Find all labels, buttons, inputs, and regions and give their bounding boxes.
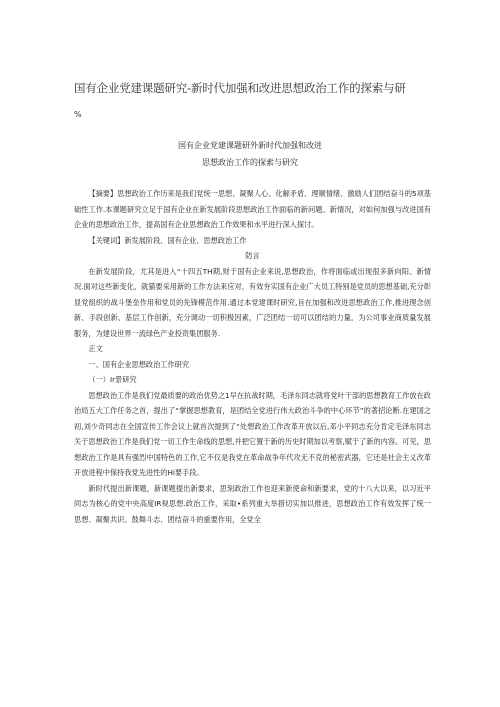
subtitle-line-1: 国有企业党建课题研外新时代加强和改进 <box>178 141 322 150</box>
preface-paragraph: 在新发展阶段，尤其是进入“十四五TH期,财于国有企业来说,思想政治，作将面临或出现很多新向阳、新情况.面对这些新变化，就猫要采用新的工作方法来应对，有效夯实国有企业广大员工特别是党员的思想基础,充分彰显党组织的战斗堡垒作用和党员的先锋模范作用.通过本党建课时研究,旨在加强和改进思想政治工作,推进理念创新、手段创新、基层工作创新，充分调动一切积极因素，广泛团结一切可以团结的力量，为公司事业商质量发展服务，为建设世界一流绿色产业投资集团服务. <box>74 266 431 338</box>
section-heading: 一、国有企业思想政治工作研究 <box>88 359 190 369</box>
abstract-paragraph: 【摘要】思想政治工作历来是我们党统一思想、凝聚人心、化解矛盾、理顺情绪、激励人们团结奋斗的5项基础性工作.本课题研究立足于国有企业在新发展阶段思想政治工作面临的新问题、新情况，对如何加强与改进国有企业的思想政治工作，提高国有企业思想政治工作效果和水平进行深入探讨。 <box>74 189 431 229</box>
document-body <box>74 186 431 527</box>
subsection-heading: （一）Ir景研究 <box>88 375 137 384</box>
document-title: 国有企业党建课题研究-新时代加强和改进思想政治工作的探索与研 <box>74 81 406 95</box>
keywords-paragraph: 【关键词】新发展阶段、国有企业、思想政治工作 <box>88 235 247 245</box>
preface-heading: 防言 <box>245 251 260 260</box>
percent-mark: % <box>74 110 82 119</box>
body-paragraph-2: 新时代提出新课题，新课题提出新要求，思刻政治工作也迎来新使命和新要求，党的十八大以来，以习近平同志为核心的党中央高度IR视思想.政治工作，采取•系列重大举措切实加以推进，思想政治工作有效发挥了统一思想、凝聚共识、鼓舞斗志、团结奋斗的重要作用，全党全 <box>74 483 431 524</box>
main-heading: 正文 <box>88 344 103 353</box>
subtitle-line-2: 思想政治工作的探索与研究 <box>202 158 298 167</box>
body-paragraph-1: 思想政治工作是我们党最质要的政治优势之1早在抗战时期，毛泽东同志就将党叶干部的思想教育工作放在政治局五大工作任务之首，提出了“掌握思想教育，是团结全党进行伟大政治斗争的中心环节”的著招论断.在建国之初,刘少奇同志在全国宣传工作会议上就首次提到了“处想政治工作改革开放以后,邓小平同志充分肯定毛泽东同志关于思想政治工作是我们党一切工作生命线的思想,并把它置于新的历史时期加以考察,赋于了新的内容。可见，思想政治工作是具有强烈中国特色的工作,它不仅是我党在革命战争年代攻无不克的秘密武器，它还是社会主义改革开放进程中保持我党先进性的Hi要手段。 <box>74 390 431 477</box>
